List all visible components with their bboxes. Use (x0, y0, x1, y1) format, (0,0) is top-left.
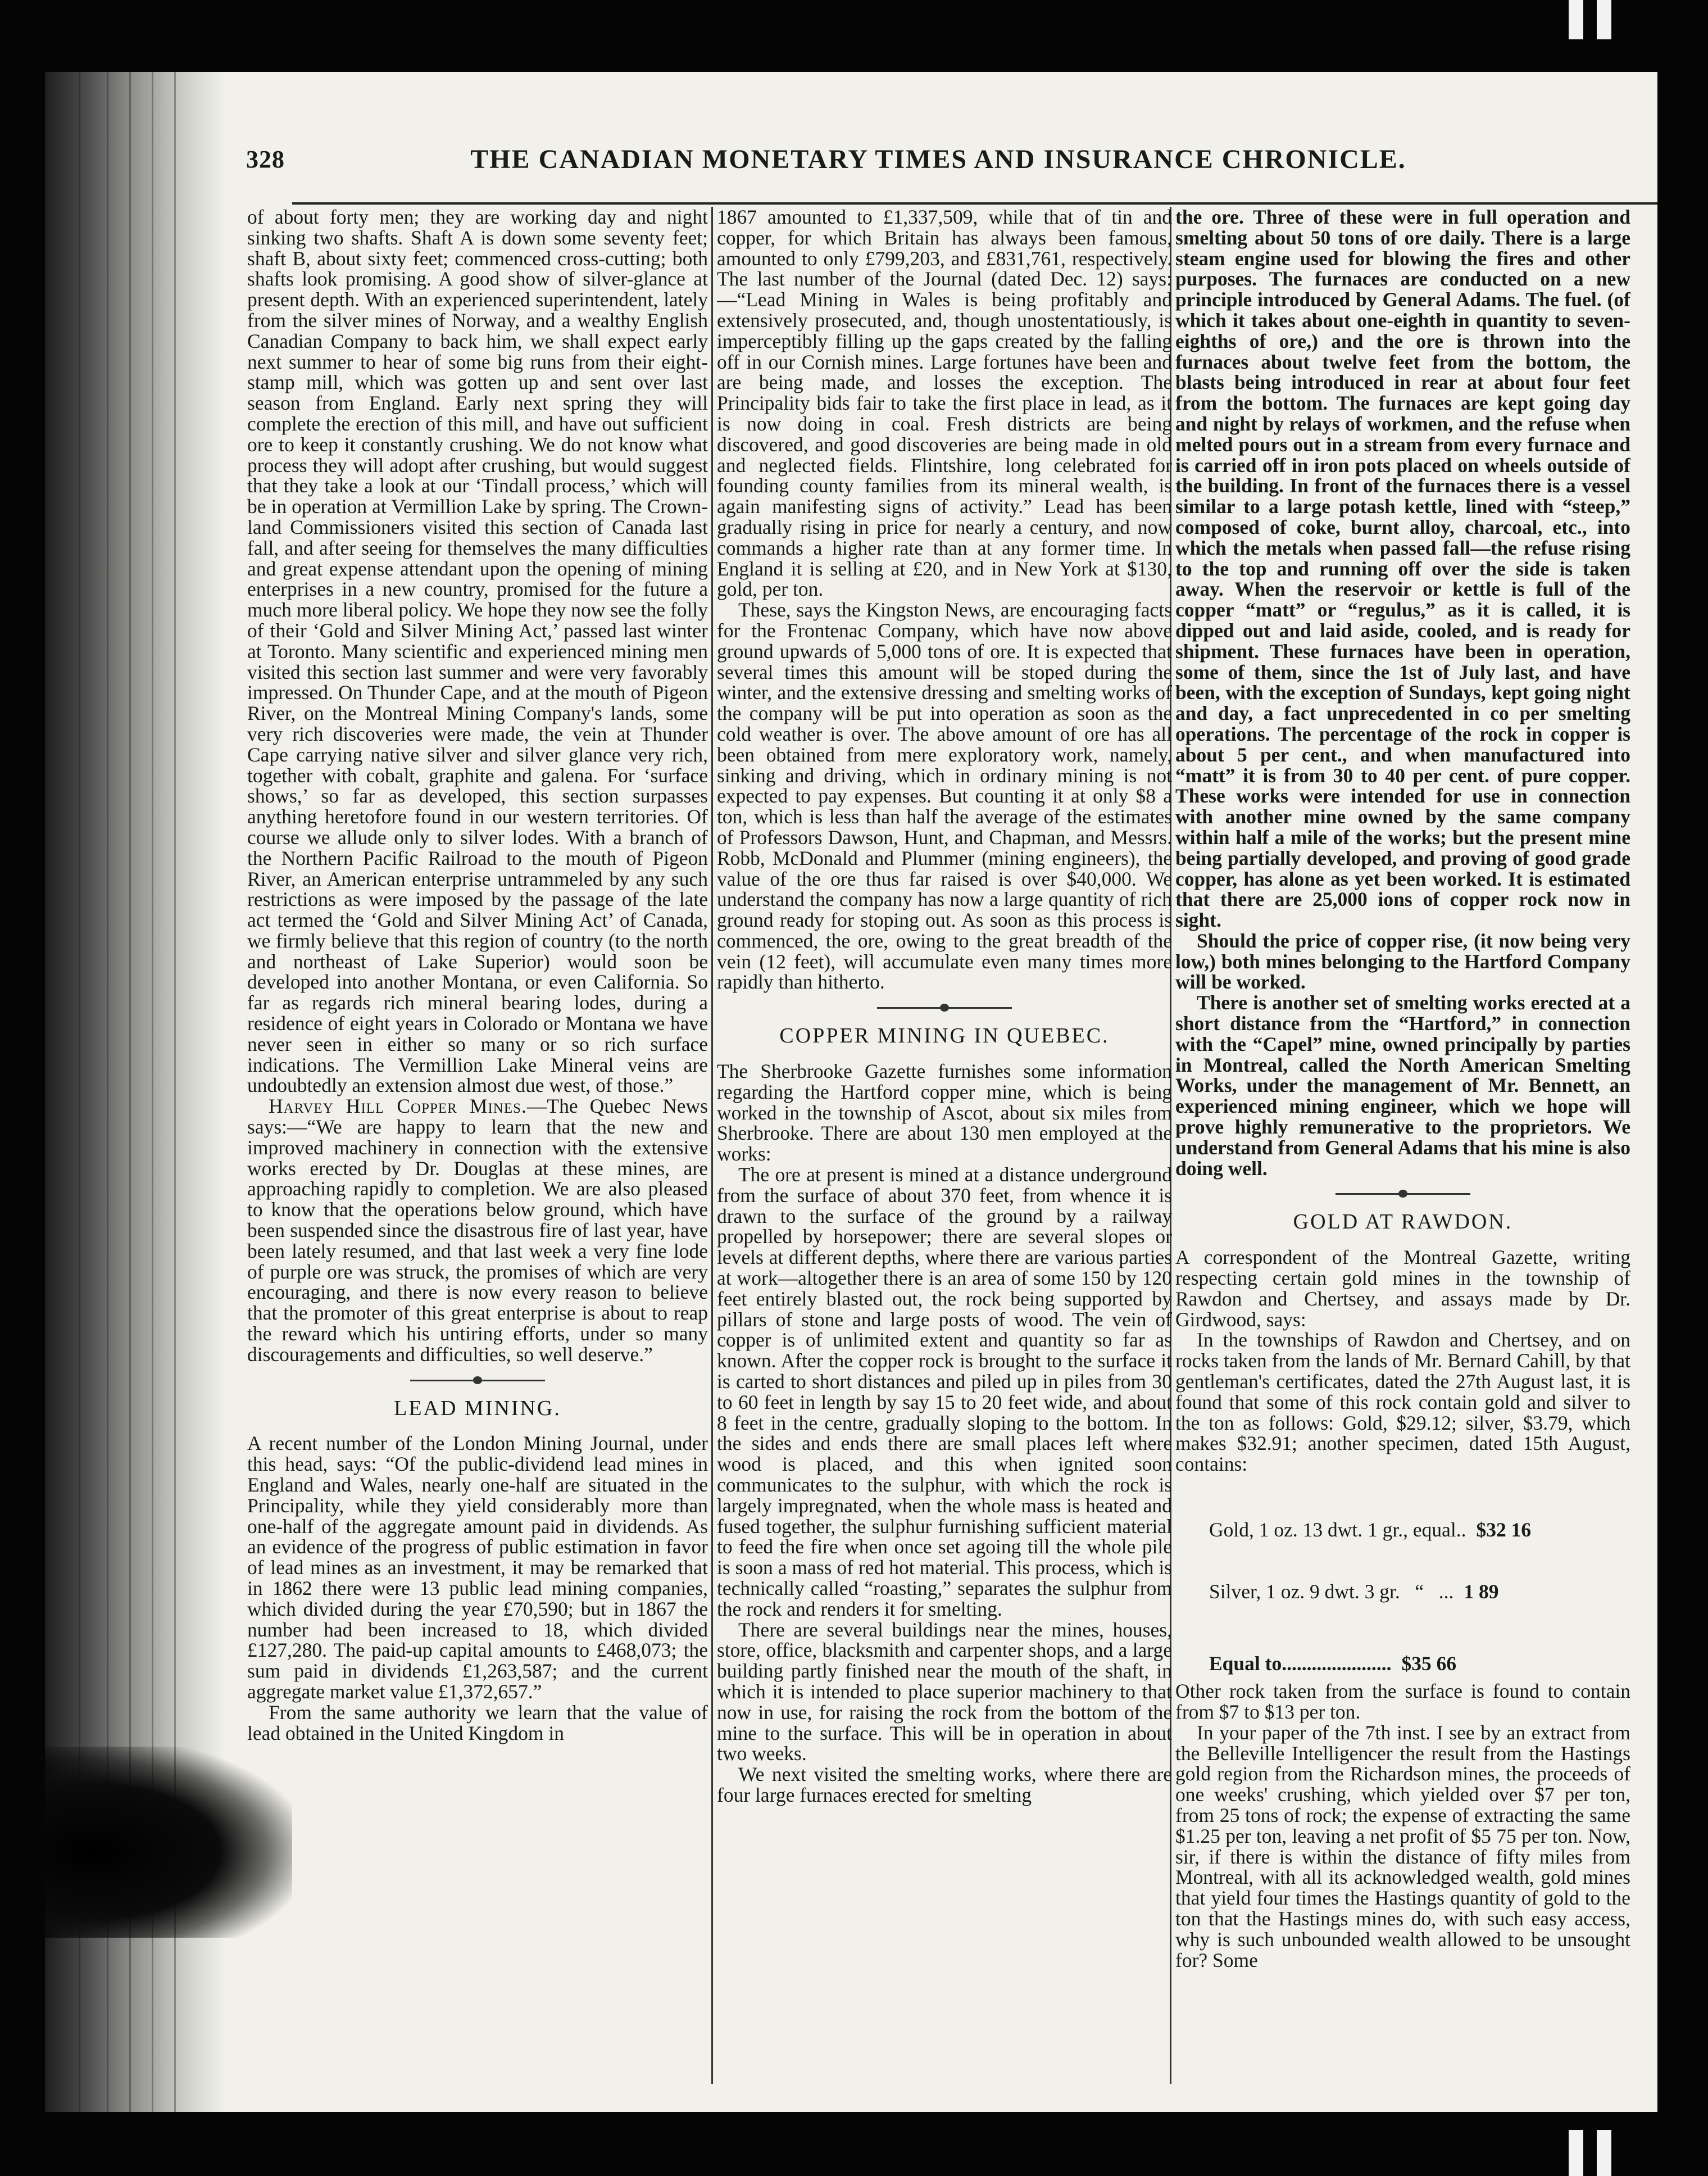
running-head: THE CANADIAN MONETARY TIMES AND INSURANCE CHRONICLE. (470, 144, 1406, 174)
harvey-hill-runin: Harvey Hill Copper Mines. (269, 1095, 527, 1118)
copper-paragraph: The Sherbrooke Gazette furnishes some information regarding the Hartford copper mine, which is being worked in the township of Ascot, about six miles from Sherbrooke. There are about 130 men employed at the works: (717, 1060, 1172, 1166)
gold-paragraph: Other rock taken from the surface is found to contain from $7 to $13 per ton. (1175, 1680, 1630, 1723)
page-number: 328 (246, 146, 285, 173)
assay-total (1209, 1653, 1630, 1674)
assay-value: $35 66 (1401, 1652, 1457, 1675)
film-registration-mark (1597, 2130, 1611, 2176)
smelting-paragraph: the ore. Three of these were in full operation and smelting about 50 tons of ore daily. There is a large steam engine used for blowing the fires and other purposes. The furnaces are conducted on a new principle introduced by General Adams. The fuel. (of which it takes about one-eighth in quantity to seven-eighths of ore,) and the ore is thrown into the furnaces about twelve feet from the bottom, the blasts being introduced in rear at about four feet from the bottom. The furnaces are kept going day and night by relays of workmen, and the refuse when melted pours out in a stream from every furnace and is carried off in iron pots placed on wheels outside of the building. In front of the furnaces there is a vessel similar to a large potash kettle, lined with “steep,” composed of coke, burnt alloy, charcoal, etc., into which the metals when passed fall—the refuse rising to the top and running off over the side is taken away. When the reservoir or kettle is full of the copper “matt” or “regulus,” as it is called, it is dipped out and laid aside, cooled, and is ready for shipment. These furnaces have been in operation, some of them, since the 1st of July last, and have been, with the exception of Sundays, kept going night and day, a fact unprecedented in co per smelting operations. The percentage of the rock in copper is about 5 per cent., and when manufactured into “matt” it is from 30 to 40 per cent. of pure copper. These works were intended for use in connection with another mine owned by the same company within half a mile of the works; but the present mine being partially developed, and proving of good grade copper, has alone as yet been worked. It is estimated that there are 25,000 ions of copper rock now in sight. (1175, 207, 1630, 932)
gold-paragraph: In the townships of Rawdon and Chertsey, and on rocks taken from the lands of Mr. Bernard Cahill, by that gentleman's certificates, dated the 27th August last, it is found that some of this rock contain gold and silver to the ton as follows: Gold, $29.12; silver, $3.79, which makes $32.91; another specimen, dated 15th August, contains: (1175, 1329, 1630, 1476)
assay-value: 1 89 (1464, 1580, 1499, 1603)
article-continuation: of about forty men; they are working day and night sinking two shafts. Shaft A is down some seventy feet; shaft B, about sixty feet; commenced cross-cutting; both shafts look promising. A good show of silver-glance at present depth. With an experienced superintendent, lately from the silver mines of Norway, and a wealthy English Canadian Company to back him, we shall expect early next summer to hear of some big runs from their eight-stamp mill, which was gotten up and sent over last season from England. Early next spring they will complete the erection of this mill, and have out sufficient ore to keep it constantly crushing. We do not know what process they will adopt after crushing, but would suggest that they take a look at our ‘Tindall process,’ which will be in operation at Vermillion Lake by spring. The Crown-land Commissioners visited this section of Canada last fall, and after seeing for themselves the many difficulties and great expense attendant upon the opening of mining enterprises in a new country, promised for the future a much more liberal policy. We hope they now see the folly of their ‘Gold and Silver Mining Act,’ passed last winter at Toronto. Many scientific and experienced mining men visited this section last summer and were very favorably impressed. On Thunder Cape, and at the mouth of Pigeon River, on the Montreal Mining Company's lands, some very rich discoveries were made, the vein at Thunder Cape carrying native silver and silver glance very rich, together with cobalt, graphite and galena. For ‘surface shows,’ so far as developed, this section surpasses anything heretofore found in our western territories. Of course we allude only to silver lodes. With a branch of the Northern Pacific Railroad to the mouth of Pigeon River, an American enterprise untrammeled by any such restrictions as were imposed by the passage of the late act termed the ‘Gold and Silver Mining Act’ of Canada, we firmly believe that this region of country (to the north and northeast of Lake Superior) would soon be developed into another Montana, or even California. So far as regards rich mineral bearing lodes, during a residence of eight years in Colorado or Montana we have never seen in either so many or so rich surface indications. The Vermillion Lake Mineral veins are undoubtedly an extension almost due west, of those.” (247, 207, 708, 1097)
header-rule (292, 202, 1657, 205)
assay-label: Gold, 1 oz. 13 dwt. 1 gr., equal.. (1209, 1518, 1466, 1541)
gold-paragraph: A correspondent of the Montreal Gazette, writing respecting certain gold mines in the township of Rawdon and Chertsey, and assays made by Dr. Girdwood, says: (1175, 1246, 1630, 1331)
column-3 (1175, 207, 1630, 2084)
column-1 (247, 207, 708, 2084)
lead-mining-continuation: 1867 amounted to £1,337,509, while that of tin and copper, for which Britain has always been famous, amounted to only £799,203, and £831,761, respectively. The last number of the Journal (dated Dec. 12) says:—“Lead Mining in Wales is being profitably and extensively prosecuted, and, though unostentatiously, is imperceptibly filling up the gaps created by the falling off in our Cornish mines. Large fortunes have been and are being made, and losses the exception. The Principality bids fair to take the first place in lead, as it is now doing in coal. Fresh districts are being discovered, and good discoveries are being made in old and neglected fields. Flintshire, long celebrated for founding county families from its mineral wealth, is again manifesting signs of activity.” Lead has been gradually rising in price for nearly a century, and now commands a higher rate than at any former time. In England it is selling at £20, and in New York at $130, gold, per ton. (717, 207, 1172, 601)
copper-paragraph: We next visited the smelting works, where there are four large furnaces erected for smelting (717, 1763, 1172, 1806)
lead-mining-paragraph: A recent number of the London Mining Journal, under this head, says: “Of the public-dividend lead mines in England and Wales, nearly one-half are situated in the Principality, while they yield considerably more than one-half of the aggregate amount paid in dividends. As an evidence of the progress of public estimation in favor of lead mines as an investment, it may be remarked that in 1862 there were 13 public lead mining companies, which divided during the year £70,590; but in 1867 the number had been increased to 18, which divided £127,280. The paid-up capital amounts to £468,073; the sum paid in dividends £1,263,587; and the current aggregate market value £1,372,657.” (247, 1432, 708, 1703)
frontenac-paragraph: These, says the Kingston News, are encouraging facts for the Frontenac Company, which have now above ground upwards of 5,000 tons of ore. It is expected that several times this amount will be stoped during the winter, and the extensive dressing and smelting works of the company will be put into operation as soon as the cold weather is over. The above amount of ore has all been obtained from mere exploratory work, namely, sinking and driving, which in ordinary mining is not expected to pay expenses. But counting it at only $8 a ton, which is less than half the average of the estimates of Professors Dawson, Hunt, and Chapman, and Messrs. Robb, McDonald and Plummer (mining engineers), the value of the ore thus far raised is over $40,000. We understand the company has now a large quantity of rich ground ready for stoping out. As soon as this process is commenced, the ore, owing to the great breadth of the vein (12 feet), will accumulate even many times more rapidly than hitherto. (717, 599, 1172, 994)
copper-paragraph: The ore at present is mined at a distance underground from the surface of about 370 feet, from whence it is drawn to the surface of the ground by a railway propelled by horsepower; there are several slopes or levels at different depths, where there are various parties at work—altogether there is an area of some 150 by 120 feet entirely blasted out, the rock being supported by pillars of stone and large posts of wood. The vein of copper is of unlimited extent and quantity so far as known. After the copper rock is brought to the surface it is carted to short distances and piled up in piles from 30 to 60 feet in length by say 15 to 20 feet wide, and about 8 feet in the centre, gradually sloping to the bottom. In the sides and ends there are small places left where wood is placed, and this when ignited soon communicates to the sulphur, with which the rock is largely impregnated, when the whole mass is heated and fused together, the sulphur furnishing sufficient material to feed the fire when once set agoing till the whole pile is soon a mass of red hot material. This process, which is technically called “roasting,” separates the sulphur from the rock and renders it for smelting. (717, 1163, 1172, 1620)
copper-paragraph: There are several buildings near the mines, houses, store, office, blacksmith and carpenter shops, and a large building partly finished near the mouth of the shaft, in which it is intended to place superior machinery to that now in use, for raising the rock from the bottom of the mine to the surface. This will be in operation in about two weeks. (717, 1618, 1172, 1765)
smelting-paragraph: Should the price of copper rise, (it now being very low,) both mines belonging to the Hartford Company will be worked. (1175, 929, 1630, 994)
column-2 (717, 207, 1172, 2084)
assay-row (1209, 1581, 1630, 1602)
lead-mining-paragraph: From the same authority we learn that the value of lead obtained in the United Kingdom in (247, 1701, 708, 1744)
assay-value: $32 16 (1476, 1518, 1532, 1541)
film-registration-mark (1597, 0, 1611, 39)
copper-mining-heading: COPPER MINING IN QUEBEC. (779, 1024, 1110, 1048)
harvey-hill-text: —The Quebec News says:—“We are happy to learn that the new and improved machinery in connection with the extensive works erected by Dr. Douglas at these mines, are approaching rapidly to completion. We are also pleased to know that the operations below ground, which have been suspended since the disastrous fire of last year, have been lately resumed, and that last week a very fine lode of purple ore was struck, the promises of which are very encouraging, and there is now every reason to believe that the promoter of this great enterprise is about to reap the reward which his untiring efforts, under so many discouragements and difficulties, so well deserve.” (247, 1095, 708, 1366)
harvey-hill-paragraph (247, 1096, 708, 1364)
assay-label: Silver, 1 oz. 9 dwt. 3 gr. “ ... (1209, 1580, 1454, 1603)
section-dinkus (877, 1007, 1012, 1009)
film-registration-mark (1569, 0, 1583, 39)
section-dinkus (1335, 1193, 1470, 1195)
assay-table (1209, 1478, 1630, 1643)
smelting-paragraph: There is another set of smelting works erected at a short distance from the “Hartford,” in connection with the “Capel” mine, owned principally by parties in Montreal, called the North American Smelting Works, under the management of Mr. Bennett, an experienced mining engineer, which we hope will prove highly remunerative to the proprietors. We understand from General Adams that his mine is also doing well. (1175, 991, 1630, 1180)
section-dinkus (410, 1380, 545, 1381)
lead-mining-heading: LEAD MINING. (394, 1396, 561, 1420)
film-registration-mark (1569, 2130, 1583, 2176)
assay-label: Equal to...................... (1209, 1652, 1392, 1675)
newspaper-page (45, 72, 1657, 2112)
gold-rawdon-heading: GOLD AT RAWDON. (1293, 1210, 1513, 1234)
gold-paragraph: In your paper of the 7th inst. I see by an extract from the Belleville Intelligencer the result from the Hastings gold region from the Richardson mines, the proceeds of one weeks' crushing, which yielded over $7 per ton, from 25 tons of rock; the expense of extracting the same $1.25 per ton, leaving a net profit of $5 75 per ton. Now, sir, if there is within the distance of fifty miles from Montreal, with all its acknowledged wealth, gold mines that yield four times the Hastings quantity of gold to the ton that the Hastings mines do, with such easy access, why is such unbounded wealth allowed to be unsought for? Some (1175, 1721, 1630, 1971)
assay-row (1209, 1520, 1630, 1540)
column-divider (711, 207, 713, 2084)
